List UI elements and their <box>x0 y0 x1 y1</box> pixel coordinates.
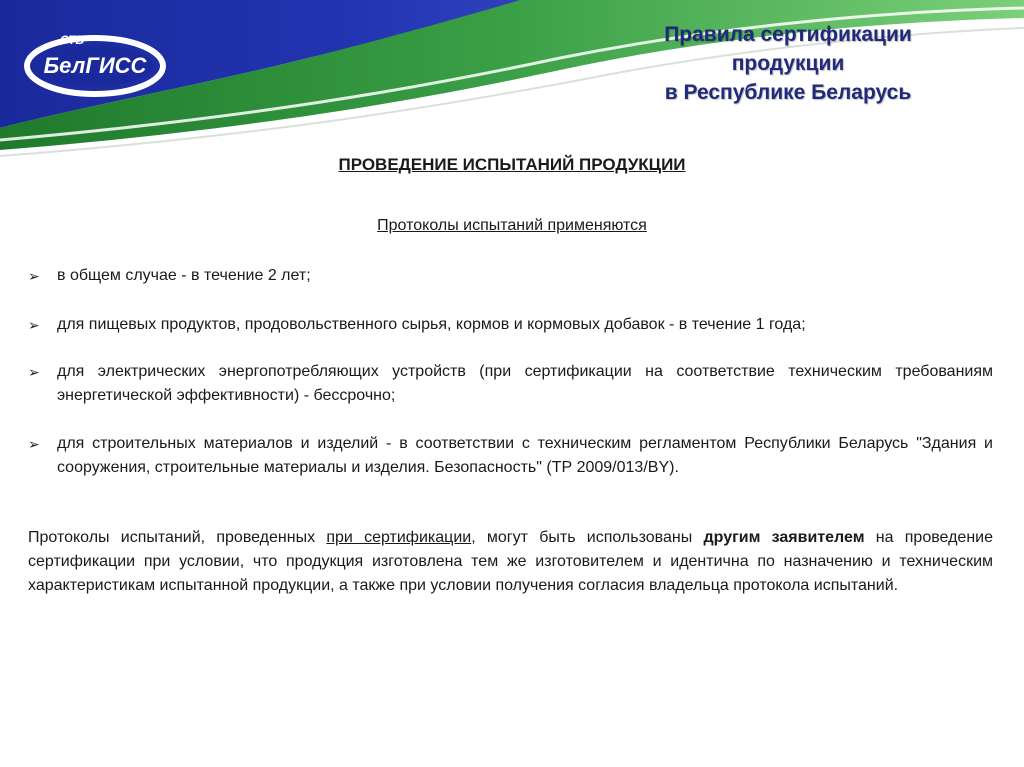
bullet-text: для пищевых продуктов, продовольственного сырья, кормов и кормовых добавок - в течение 1 года; <box>57 316 806 333</box>
bullet-item <box>28 360 993 408</box>
bullet-text: в общем случае - в течение 2 лет; <box>57 267 311 284</box>
header-title-line-3: в Республике Беларусь <box>664 81 912 104</box>
paragraph-text-2: , могут быть использованы <box>471 529 704 546</box>
arrow-bullet-icon: ➢ <box>28 364 40 380</box>
header-title-line-1: Правила сертификации <box>664 23 912 46</box>
bullet-text: для строительных материалов и изделий - в соответствии с техническим регламентом Республики Беларусь "Здания и сооружения, строительные материалы и изделия. Безопасность" (ТР 2009/013/BY). <box>57 435 993 476</box>
arrow-bullet-icon: ➢ <box>28 317 40 333</box>
section-subheading: Протоколы испытаний применяются <box>377 217 647 234</box>
paragraph-text-3: на проведение сертификации при условии, что продукция изготовлена тем же изготовителем и идентична по назначению и техническим характеристикам испытанной продукции, а также при условии получения согласия владельца протокола испытаний. <box>28 529 993 594</box>
paragraph-bold-text: другим заявителем <box>703 529 865 546</box>
section-heading: ПРОВЕДЕНИЕ ИСПЫТАНИЙ ПРОДУКЦИИ <box>338 155 686 174</box>
body-paragraph <box>28 526 993 598</box>
arrow-bullet-icon: ➢ <box>28 268 40 284</box>
bullet-text: для электрических энергопотребляющих устройств (при сертификации на соответствие техническим требованиям энергетической эффективности) - бессрочно; <box>57 363 993 404</box>
svg-text:БелГИСС: БелГИСС <box>43 53 147 78</box>
paragraph-underlined-text: при сертификации <box>326 529 472 546</box>
paragraph-text-1: Протоколы испытаний, проведенных <box>28 529 327 546</box>
belgiss-logo <box>20 22 170 102</box>
svg-text:СТБ: СТБ <box>60 33 85 47</box>
bullet-item <box>28 264 993 288</box>
header-title-line-2: продукции <box>731 52 845 75</box>
bullet-item <box>28 432 993 480</box>
header-title <box>618 20 958 107</box>
bullet-item <box>28 313 993 337</box>
belgiss-logo-icon <box>20 22 170 102</box>
arrow-bullet-icon: ➢ <box>28 436 40 452</box>
